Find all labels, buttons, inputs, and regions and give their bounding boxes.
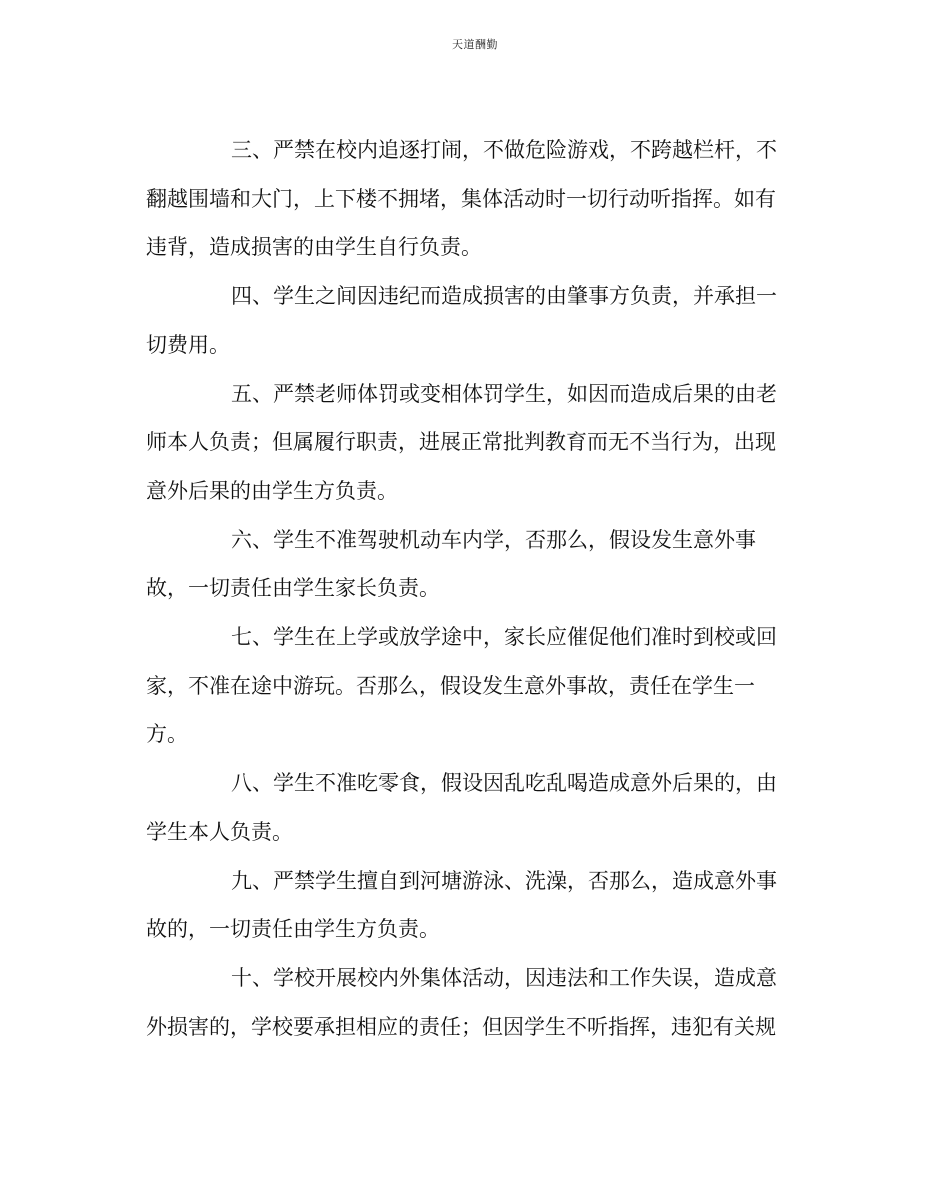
paragraph-rule-4 [146,272,801,369]
paragraph-line: 外损害的，学校要承担相应的责任；但因学生不听指挥，违犯有关规 [146,1014,776,1039]
paragraph-rule-8 [146,759,801,856]
paragraph-line: 四、学生之间因违纪而造成损害的由肇事方负责，并承担一 [231,284,777,309]
paragraph-line: 八、学生不准吃零食，假设因乱吃乱喝造成意外后果的，由 [231,771,777,796]
paragraph-rule-9 [146,857,801,954]
paragraph-line: 七、学生在上学或放学途中，家长应催促他们准时到校或回 [231,625,777,650]
paragraph-line: 翻越围墙和大门，上下楼不拥堵，集体活动时一切行动听指挥。如有 [146,186,776,211]
paragraph-line: 故的，一切责任由学生方负责。 [146,917,440,942]
paragraph-line: 学生本人负责。 [146,819,293,844]
paragraph-line: 五、严禁老师体罚或变相体罚学生，如因而造成后果的由老 [231,381,777,406]
paragraph-line: 方。 [146,722,188,747]
paragraph-line: 故，一切责任由学生家长负责。 [146,576,440,601]
paragraph-line: 家，不准在途中游玩。否那么，假设发生意外事故，责任在学生一 [146,673,755,698]
paragraph-line: 三、严禁在校内追逐打闹，不做危险游戏，不跨越栏杆，不 [231,138,777,162]
page-header: 天道酬勤 [452,38,498,51]
paragraph-line: 违背，造成损害的由学生自行负责。 [146,235,482,260]
paragraph-line: 六、学生不准驾驶机动车内学，否那么，假设发生意外事 [231,527,756,552]
paragraph-line: 切费用。 [146,332,230,357]
paragraph-rule-6 [146,516,801,613]
paragraph-line: 十、学校开展校内外集体活动，因违法和工作失误，造成意 [231,965,777,990]
paragraph-line: 师本人负责；但属履行职责，进展正常批判教育而无不当行为，出现 [146,430,776,455]
paragraph-rule-3 [146,126,801,272]
paragraph-rule-7 [146,613,801,759]
paragraph-line: 九、严禁学生擅自到河塘游泳、洗澡，否那么，造成意外事 [231,868,777,893]
paragraph-rule-10 [146,954,801,1051]
document-body [146,126,801,1051]
paragraph-rule-5 [146,370,801,516]
paragraph-line: 意外后果的由学生方负责。 [146,478,398,503]
